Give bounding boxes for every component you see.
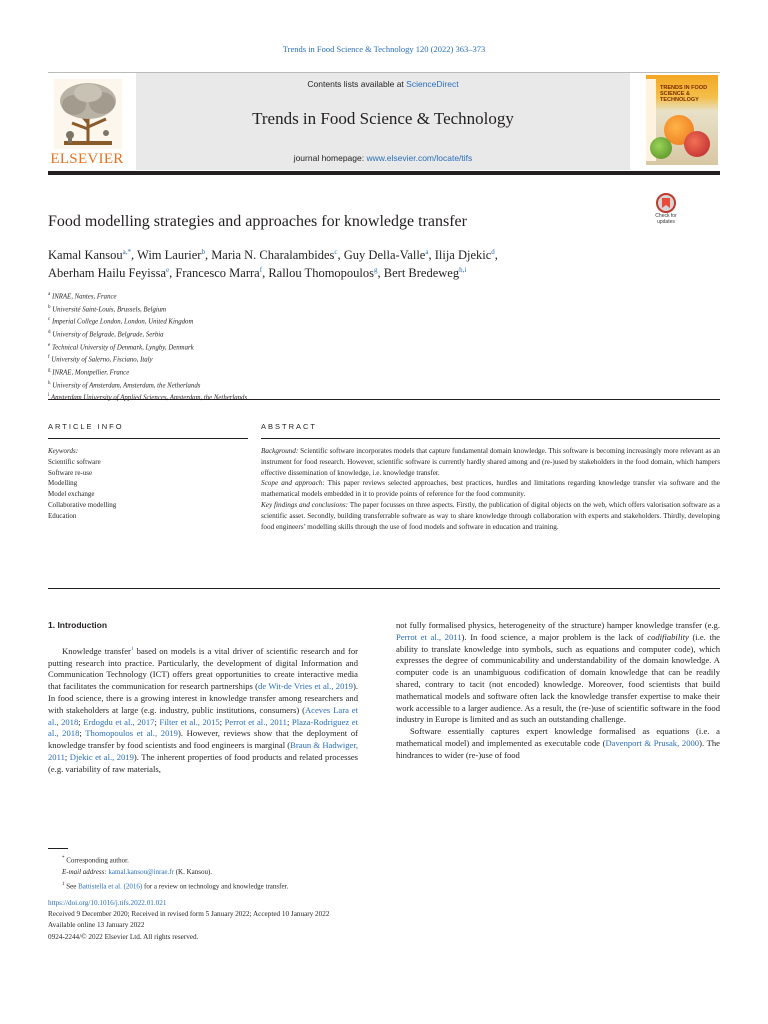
journal-homepage-link[interactable]: www.elsevier.com/locate/tifs: [366, 153, 473, 163]
author-list: [48, 246, 668, 282]
author-separator: ,: [131, 248, 138, 262]
contents-line: [136, 79, 630, 89]
running-head[interactable]: Trends in Food Science & Technology 120 (2022) 363–373: [282, 44, 486, 54]
received-dates: Received 9 December 2020; Received in revised form 5 January 2022; Accepted 10 January 2022: [48, 910, 330, 919]
author-name[interactable]: Francesco Marra: [175, 266, 260, 280]
footnote-ref[interactable]: 1: [130, 646, 134, 652]
keyword-item: Scientific software: [48, 457, 101, 466]
keywords-label: Keywords:: [48, 447, 79, 455]
email-link[interactable]: kamal.kansou@inrae.fr: [108, 867, 174, 876]
journal-masthead: [48, 72, 720, 170]
author-name[interactable]: Bert Bredeweg: [383, 266, 460, 280]
citation-link[interactable]: Battistella et al. (2016): [78, 881, 143, 890]
author-affiliation-mark[interactable]: a: [425, 247, 429, 256]
intro-column-right: [396, 620, 720, 762]
body-text: ). The hindrances to wider (re-)use of food: [396, 737, 720, 760]
abstract-background: [261, 446, 720, 478]
affiliation-key: g: [48, 368, 51, 374]
affiliation-item: [48, 303, 608, 316]
author-affiliation-mark[interactable]: f: [259, 265, 263, 274]
abstract-background-label: Background:: [261, 447, 299, 455]
affiliation-text: Imperial College London, London, United Kingdom: [51, 318, 194, 326]
affiliation-list: [48, 290, 608, 404]
affiliation-text: University of Belgrade, Belgrade, Serbia: [52, 331, 164, 339]
affiliation-text: Technical University of Denmark, Lyngby, Denmark: [51, 343, 194, 351]
homepage-line: [136, 153, 630, 163]
intro-column-left: [48, 644, 358, 776]
author-affiliation-mark[interactable]: e: [166, 265, 170, 274]
keyword-item: Model exchange: [48, 490, 95, 499]
body-text: based on models is a vital driver of scientific research and for putting research into practice. Particularly, the development of digital Information and Communication Technology (ICT) offers great opportunities to create interactive media that facilitates the communication for research partnerships (: [48, 645, 358, 692]
body-text: ). The inherent properties of food products and related processes (e.g. variability of raw materials,: [48, 752, 358, 774]
keyword-item: Modelling: [48, 479, 78, 488]
keywords-block: [48, 446, 248, 522]
cover-lime-image: [650, 137, 672, 159]
citation-link[interactable]: Braun & Hadwiger, 2011: [48, 740, 359, 763]
author-separator: ,: [262, 266, 269, 280]
journal-cover[interactable]: [646, 75, 718, 165]
body-text: (i.e. the ability to translate knowledge into symbols, such as equations and computer code), which expresses the degree of communicability and understandability of the domain knowledge. A computer code is an unambiguous codification of domain knowledge that can be readily shared, contrary to tacit (not encoded) knowledge. Moreover, food scientists that build mathematical models and software often lack the knowledge transfer expertise to make their work accessible to a larger audience. As a result, the (re-)use of scientific software in the food industry in Europe is limited and as such an outstanding challenge.: [396, 631, 720, 725]
email-note: [48, 867, 720, 879]
elsevier-tree-icon: [54, 79, 122, 149]
affiliation-item: [48, 391, 608, 404]
email-label: E-mail address:: [62, 867, 107, 876]
elsevier-wordmark: ELSEVIER: [50, 151, 124, 167]
article-title: Food modelling strategies and approaches for knowledge transfer: [48, 213, 467, 230]
keyword-item: Collaborative modelling: [48, 500, 117, 509]
author-name[interactable]: Maria N. Charalambides: [211, 248, 335, 262]
abstract-body: [261, 446, 720, 532]
cover-tomato-image: [684, 131, 710, 157]
abstract-findings-text: The paper focusses on three aspects. Firstly, the publication of digital objects on the web, which offers valorisation software as a scientific asset. Secondly, building transferrable software as way to share knowledge through collaboration with experts and stakeholders. Thirdly, developing food engineers’ modelling skills through the use of food models and software in education and training.: [261, 500, 721, 531]
affiliation-item: [48, 353, 608, 366]
footnote-text: Corresponding author.: [64, 856, 129, 865]
citation-link[interactable]: Aceves Lara et al., 2018: [48, 704, 358, 727]
footnote-text: (K. Kansou).: [173, 867, 213, 876]
footnote-mark: 1: [62, 881, 65, 887]
emphasis-term: codifiability: [647, 631, 689, 642]
copyright-line: 0924-2244/© 2022 Elsevier Ltd. All rights reserved.: [48, 932, 199, 941]
citation-link[interactable]: Filter et al., 2015: [159, 716, 220, 727]
citation-link[interactable]: Perrot et al., 2011: [224, 716, 287, 727]
affiliation-item: [48, 341, 608, 354]
citation-link[interactable]: Plaza-Rodriguez et al., 2018: [48, 716, 358, 739]
author-affiliation-mark[interactable]: c: [334, 247, 338, 256]
publication-info: [48, 898, 720, 943]
citation-separator: ;: [154, 716, 160, 727]
affiliation-text: Université Saint-Louis, Brussels, Belgium: [52, 305, 167, 313]
paragraph: [396, 726, 720, 761]
author-separator: ,: [377, 266, 384, 280]
affiliation-key: i: [48, 393, 50, 399]
affiliation-key: e: [48, 342, 51, 348]
journal-info-box: [136, 73, 630, 170]
available-online-date: Available online 13 January 2022: [48, 921, 145, 930]
abstract-scope-text: This paper reviews selected approaches, best practices, hurdles and limitations regarding knowledge transfer via software and the mathematical models embedded in it to provide points of reference for the food community.: [261, 479, 720, 499]
body-text: ). In food science, there is a growing interest in knowledge transfer among researchers and with stakeholders at large (e.g. industry, public institutions, consumers) (: [48, 681, 358, 715]
affiliation-item: [48, 315, 608, 328]
sciencedirect-link[interactable]: ScienceDirect: [406, 79, 459, 89]
author-name[interactable]: Kamal Kansou: [48, 248, 123, 262]
body-text: ). However, reviews show that the deployment of knowledge transfer by food scientists and food engineers is marginal (: [48, 728, 359, 751]
abstract-findings: [261, 500, 720, 532]
author-name[interactable]: Ilija Djekic: [434, 248, 492, 262]
author-separator: ,: [337, 248, 344, 262]
affiliation-key: h: [48, 380, 51, 386]
author-name[interactable]: Rallou Thomopoulos: [268, 266, 375, 280]
elsevier-logo[interactable]: [48, 77, 126, 167]
check-for-updates-button[interactable]: [648, 193, 684, 229]
article-info-heading: ARTICLE INFO: [48, 422, 124, 431]
affiliation-key: a: [48, 292, 51, 297]
author-affiliation-mark[interactable]: d: [491, 247, 495, 256]
affiliation-text: INRAE, Montpellier, France: [52, 369, 130, 377]
section-divider: [48, 399, 720, 400]
citation-separator: ;: [219, 716, 225, 727]
citation-separator: ;: [286, 716, 292, 727]
keyword-item: Software re-use: [48, 468, 93, 477]
citation-link[interactable]: Thomopoulos et al., 2019: [85, 728, 178, 739]
affiliation-item: [48, 379, 608, 392]
footnote-rule: [48, 848, 68, 849]
cover-title: TRENDS IN FOOD SCIENCE & TECHNOLOGY: [660, 85, 708, 103]
paragraph: [396, 620, 720, 726]
author-affiliation-mark[interactable]: a,*: [122, 247, 131, 256]
citation-link[interactable]: Erdogdu et al., 2017: [83, 716, 155, 727]
body-text: Software essentially captures expert knowledge formalised as equations (i.e. a mathematical model) and implemented as executable code (: [396, 726, 720, 748]
affiliation-item: [48, 328, 608, 341]
citation-link[interactable]: Perrot et al., 2011: [396, 631, 462, 642]
abstract-background-text: Scientific software incorporates models that capture fundamental domain knowledge. This software is becoming increasingly more relevant as an instrument for food research. However, scientific software is currently hardly shared among and (re-)used by stakeholders in the food domain, which hampers effective dissemination of knowledge, i.e. knowledge transfer.: [261, 447, 720, 477]
footnote-1: [48, 879, 720, 893]
body-text: ). In food science, a major problem is the lack of: [461, 631, 648, 642]
abstract-rule: [261, 438, 720, 439]
affiliation-item: [48, 366, 608, 379]
article-info-rule: [48, 438, 248, 439]
footnotes: [48, 853, 720, 892]
citation-separator: ;: [64, 752, 70, 763]
doi-link[interactable]: https://doi.org/10.1016/j.tifs.2022.01.021: [48, 899, 167, 907]
author-affiliation-mark[interactable]: h,i: [459, 265, 467, 274]
homepage-prefix: journal homepage:: [293, 153, 367, 163]
abstract-findings-label: Key findings and conclusions:: [261, 500, 348, 509]
author-separator: ,: [169, 266, 176, 280]
abstract-scope-label: Scope and approach:: [261, 479, 325, 488]
abstract-divider: [48, 588, 720, 589]
affiliation-key: d: [48, 330, 51, 336]
check-updates-icon: [656, 193, 676, 213]
author-name[interactable]: Wim Laurier: [137, 248, 202, 262]
introduction-heading: 1. Introduction: [48, 620, 108, 630]
citation-separator: ;: [78, 716, 84, 727]
author-name[interactable]: Guy Della-Valle: [343, 248, 426, 262]
author-affiliation-mark[interactable]: b: [201, 247, 205, 256]
author-separator: ,: [428, 248, 435, 262]
author-separator: ,: [204, 248, 212, 262]
bookmark-icon: [662, 198, 670, 208]
body-text: not fully formalised physics, heterogeneity of the structure) hamper knowledge transfer (e.g.: [396, 620, 720, 630]
author-affiliation-mark[interactable]: g: [374, 265, 378, 274]
affiliation-text: University of Salerno, Fisciano, Italy: [51, 356, 153, 364]
corresponding-author-note: [48, 853, 720, 867]
masthead-rule: [48, 171, 720, 175]
citation-link[interactable]: Davenport & Prusak, 2000: [605, 737, 700, 748]
affiliation-key: f: [48, 355, 50, 361]
abstract-scope: [261, 478, 720, 500]
affiliation-key: c: [48, 317, 51, 323]
citation-separator: ;: [79, 728, 86, 739]
citation-link[interactable]: Djekic et al., 2019: [69, 752, 134, 763]
affiliation-text: INRAE, Nantes, France: [51, 293, 117, 301]
author-name[interactable]: Aberham Hailu Feyissa: [48, 266, 167, 280]
author-separator: ,: [494, 248, 498, 262]
body-text: Knowledge transfer: [62, 645, 131, 656]
citation-link[interactable]: de Wit-de Vries et al., 2019: [258, 681, 353, 692]
affiliation-text: University of Amsterdam, Amsterdam, the Netherlands: [52, 381, 201, 389]
contents-prefix: Contents lists available at: [307, 79, 407, 89]
affiliation-key: b: [48, 304, 51, 310]
footnote-text: for a review on technology and knowledge transfer.: [142, 881, 289, 890]
keyword-item: Education: [48, 511, 77, 520]
check-updates-label: Check for updates: [655, 213, 677, 225]
affiliation-item: [48, 290, 608, 303]
abstract-heading: ABSTRACT: [261, 422, 318, 431]
footnote-mark: *: [62, 856, 65, 861]
journal-title: Trends in Food Science & Technology: [252, 109, 514, 128]
footnote-text: See: [64, 881, 79, 890]
